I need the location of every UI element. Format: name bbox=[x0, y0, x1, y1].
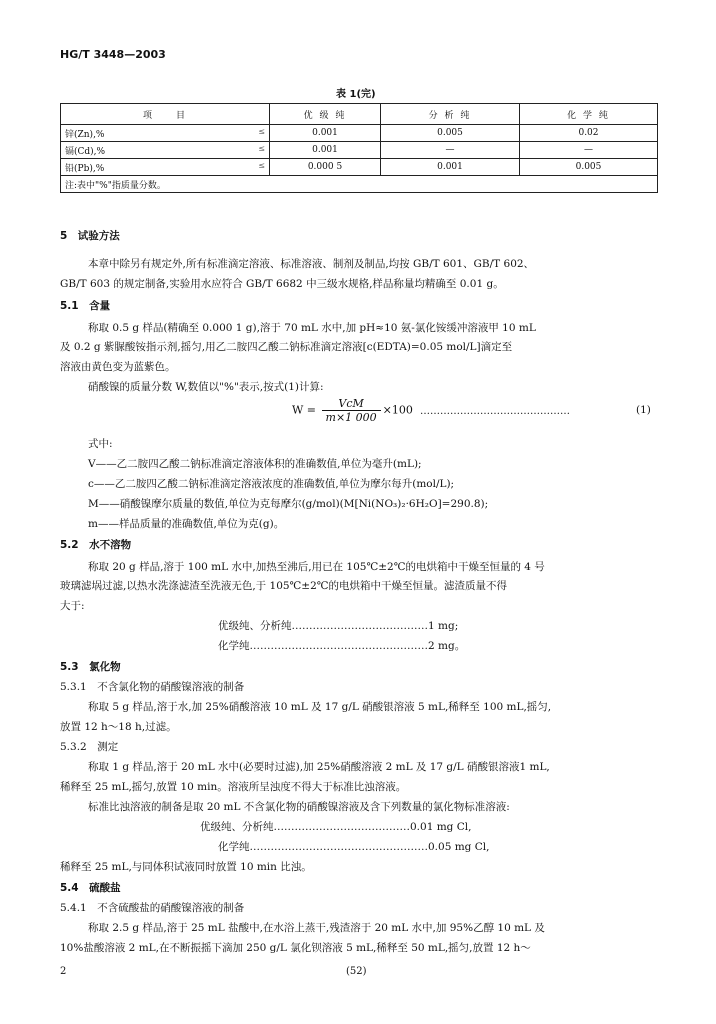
table-header-row bbox=[61, 104, 658, 125]
formula-numerator: VcM bbox=[322, 397, 381, 411]
section-5-3-title: 5.3 氯化物 bbox=[60, 661, 121, 673]
col-header-chemical: 化 学 纯 bbox=[520, 104, 658, 125]
col-header-analytical: 分 析 纯 bbox=[381, 104, 520, 125]
formula-fraction bbox=[322, 397, 381, 424]
section-5-4-title: 5.4 硫酸盐 bbox=[60, 882, 121, 894]
table-row bbox=[61, 125, 658, 142]
cell-value: 0.005 bbox=[381, 125, 520, 142]
row-item: 锌(Zn),% bbox=[65, 129, 105, 140]
cell-value: 0.005 bbox=[520, 159, 658, 176]
paragraph: 放置 12 h～18 h,过滤。 bbox=[60, 721, 177, 733]
row-item: 镉(Cd),% bbox=[65, 146, 106, 157]
col-header-item: 项 目 bbox=[61, 104, 270, 125]
definition-M: M——硝酸镍摩尔质量的数值,单位为克每摩尔(g/mol)(M[Ni(NO₃)₂·6H₂O]=290.8); bbox=[88, 498, 489, 510]
cell-value: 0.02 bbox=[520, 125, 658, 142]
page-code: (52) bbox=[346, 966, 367, 977]
paragraph: 硝酸镍的质量分数 W,数值以"%"表示,按式(1)计算: bbox=[88, 381, 324, 393]
limit-line: 优级纯、分析纯…………………………………0.01 mg Cl, bbox=[200, 821, 472, 833]
paragraph: 称取 2.5 g 样品,溶于 25 mL 盐酸中,在水浴上蒸干,残渣溶于 20 mL 水中,加 95%乙醇 10 mL 及 bbox=[88, 922, 545, 934]
cell-value: 0.000 5 bbox=[270, 159, 381, 176]
cell-value: — bbox=[520, 142, 658, 159]
col-header-guaranteed: 优 级 纯 bbox=[270, 104, 381, 125]
paragraph: 称取 1 g 样品,溶于 20 mL 水中(必要时过滤),加 25%硝酸溶液 2 mL 及 17 g/L 硝酸银溶液1 mL, bbox=[88, 761, 550, 773]
table-row bbox=[61, 159, 658, 176]
table-note-row bbox=[61, 176, 658, 193]
table-note: 注:表中"%"指质量分数。 bbox=[61, 176, 658, 193]
paragraph: 称取 20 g 样品,溶于 100 mL 水中,加热至沸后,用已在 105℃±2℃的电烘箱中干燥至恒量的 4 号 bbox=[88, 561, 545, 573]
section-5-2-title: 5.2 水不溶物 bbox=[60, 539, 132, 551]
section-5-4-1-title: 5.4.1 不含硫酸盐的硝酸镍溶液的制备 bbox=[60, 902, 245, 914]
paragraph: 玻璃滤埚过滤,以热水洗涤滤渣至洗液无色,于 105℃±2℃的电烘箱中干燥至恒量。滤渣质量不得 bbox=[60, 580, 508, 592]
paragraph: 标准比浊溶液的制备是取 20 mL 不含氯化物的硝酸镍溶液及含下列数量的氯化物标准溶液: bbox=[88, 801, 510, 813]
paragraph: 称取 5 g 样品,溶于水,加 25%硝酸溶液 10 mL 及 17 g/L 硝酸银溶液 5 mL,稀释至 100 mL,摇匀, bbox=[88, 701, 552, 713]
paragraph: 溶液由黄色变为蓝紫色。 bbox=[60, 361, 176, 373]
paragraph: GB/T 603 的规定制备,实验用水应符合 GB/T 6682 中三级水规格,样品称量均精确至 0.01 g。 bbox=[60, 278, 504, 290]
paragraph: 稀释至 25 mL,摇匀,放置 10 min。溶液所呈浊度不得大于标准比浊溶液。 bbox=[60, 781, 407, 793]
formula-denominator: m×1 000 bbox=[325, 411, 377, 424]
cell-value: 0.001 bbox=[381, 159, 520, 176]
formula-number: (1) bbox=[636, 404, 651, 416]
limit-line: 化学纯……………………………………………0.05 mg Cl, bbox=[218, 841, 490, 853]
table-caption: 表 1(完) bbox=[336, 89, 376, 100]
section-5-title: 5 试验方法 bbox=[60, 230, 120, 242]
paragraph: 及 0.2 g 紫脲酸铵指示剂,摇匀,用乙二胺四乙酸二钠标准滴定溶液[c(EDTA)=0.05 mol/L]滴定至 bbox=[60, 341, 513, 353]
limit-line: 优级纯、分析纯…………………………………1 mg; bbox=[218, 620, 459, 632]
section-5-3-1-title: 5.3.1 不含氯化物的硝酸镍溶液的制备 bbox=[60, 681, 245, 693]
section-5-3-2-title: 5.3.2 测定 bbox=[60, 741, 119, 753]
paragraph: 本章中除另有规定外,所有标准滴定溶液、标准溶液、制剂及制品,均按 GB/T 601、GB/T 602、 bbox=[88, 258, 535, 270]
page-number: 2 bbox=[60, 966, 67, 977]
table-row bbox=[61, 142, 658, 159]
standard-number: HG/T 3448—2003 bbox=[60, 48, 166, 61]
section-5-1-title: 5.1 含量 bbox=[60, 300, 111, 312]
formula-lhs: W = bbox=[292, 403, 317, 417]
paragraph: 10%盐酸溶液 2 mL,在不断振摇下滴加 250 g/L 氯化钡溶液 5 mL,稀释至 50 mL,摇匀,放置 12 h～ bbox=[60, 942, 531, 954]
row-item: 铅(Pb),% bbox=[65, 163, 105, 174]
limit-line: 化学纯……………………………………………2 mg。 bbox=[218, 640, 466, 652]
paragraph: 大于: bbox=[60, 600, 85, 612]
definition-V: V——乙二胺四乙酸二钠标准滴定溶液体积的准确数值,单位为毫升(mL); bbox=[88, 458, 422, 470]
paragraph: 稀释至 25 mL,与同体积试液同时放置 10 min 比浊。 bbox=[60, 861, 312, 873]
formula-leader-dots: ……………………………………… bbox=[420, 406, 570, 417]
spec-table bbox=[60, 103, 658, 193]
cell-value: 0.001 bbox=[270, 125, 381, 142]
paragraph: 称取 0.5 g 样品(精确至 0.000 1 g),溶于 70 mL 水中,加 pH≈10 氨-氯化铵缓冲溶液甲 10 mL bbox=[88, 322, 536, 334]
where-label: 式中: bbox=[88, 438, 113, 450]
definition-m: m——样品质量的准确数值,单位为克(g)。 bbox=[88, 518, 285, 530]
definition-c: c——乙二胺四乙酸二钠标准滴定溶液浓度的准确数值,单位为摩尔每升(mol/L); bbox=[88, 478, 455, 490]
formula-1 bbox=[292, 397, 413, 424]
formula-multiplier: ×100 bbox=[382, 403, 413, 417]
cell-value: — bbox=[381, 142, 520, 159]
le-symbol: ≤ bbox=[258, 160, 265, 170]
le-symbol: ≤ bbox=[258, 143, 265, 153]
le-symbol: ≤ bbox=[258, 126, 265, 136]
cell-value: 0.001 bbox=[270, 142, 381, 159]
